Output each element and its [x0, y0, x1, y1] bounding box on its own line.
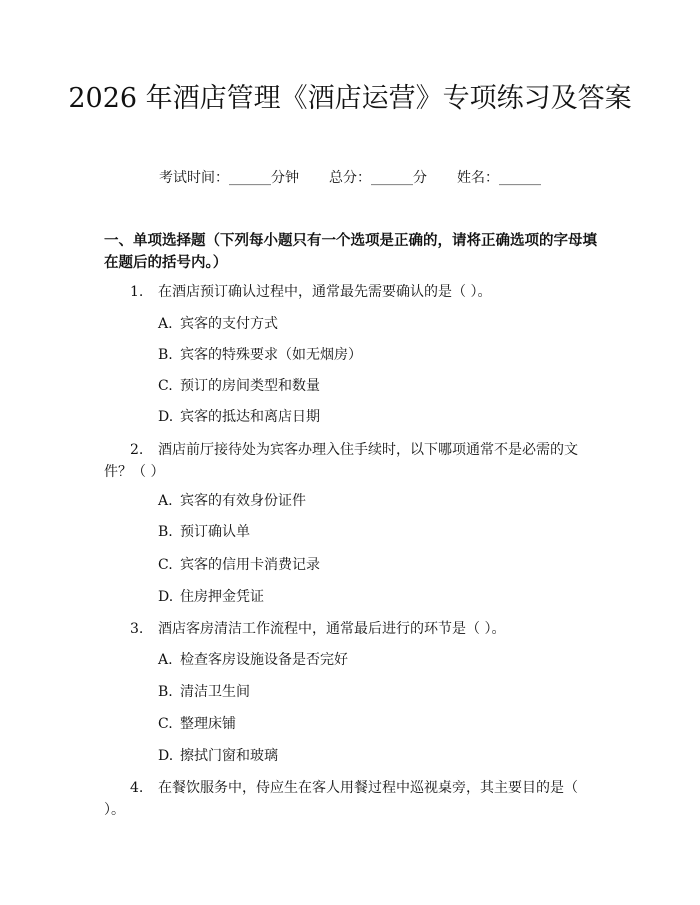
question-1-option-c: [158, 376, 598, 396]
question-number: 3.: [130, 621, 144, 637]
option-letter: C.: [158, 557, 173, 573]
question-text: 在餐饮服务中，侍应生在客人用餐过程中巡视桌旁，其主要目的是（ ）。: [104, 780, 578, 818]
question-1: [104, 281, 602, 303]
question-2-option-a: [158, 491, 598, 511]
question-number: 4.: [130, 780, 144, 796]
option-letter: A.: [158, 316, 173, 332]
option-letter: D.: [158, 409, 174, 425]
option-text: 宾客的有效身份证件: [180, 493, 306, 509]
document-title: 2026 年酒店管理《酒店运营》专项练习及答案: [68, 83, 632, 114]
option-letter: D.: [158, 748, 174, 764]
option-text: 宾客的特殊要求（如无烟房）: [180, 347, 362, 363]
option-letter: A.: [158, 493, 173, 509]
question-number: 1.: [130, 284, 144, 300]
question-1-option-a: [158, 314, 598, 334]
question-3: [104, 618, 602, 640]
question-2-option-d: [158, 587, 598, 607]
option-letter: C.: [158, 716, 173, 732]
option-letter: B.: [158, 524, 173, 540]
option-letter: B.: [158, 684, 173, 700]
option-text: 检查客房设施设备是否完好: [180, 652, 348, 668]
question-number: 2.: [130, 442, 144, 458]
question-3-option-a: [158, 650, 598, 670]
option-letter: B.: [158, 347, 173, 363]
question-3-option-d: [158, 746, 598, 766]
question-text: 在酒店预订确认过程中，通常最先需要确认的是（ ）。: [158, 284, 492, 300]
question-text: 酒店前厅接待处为宾客办理入住手续时，以下哪项通常不是必需的文件？（ ）: [104, 442, 578, 480]
question-2-option-c: [158, 555, 598, 575]
option-text: 宾客的支付方式: [180, 316, 278, 332]
question-3-option-b: [158, 682, 598, 702]
option-text: 整理床铺: [180, 716, 236, 732]
option-text: 预订确认单: [180, 524, 250, 540]
total-score-label: 总分：______分: [329, 170, 427, 186]
option-text: 宾客的抵达和离店日期: [180, 409, 320, 425]
exam-meta: [0, 168, 700, 188]
question-text: 酒店客房清洁工作流程中，通常最后进行的环节是（ ）。: [158, 621, 506, 637]
option-letter: D.: [158, 589, 174, 605]
option-text: 宾客的信用卡消费记录: [180, 557, 320, 573]
name-label: 姓名：______: [457, 170, 541, 186]
question-4: [104, 777, 602, 821]
question-3-option-c: [158, 714, 598, 734]
exam-time-label: 考试时间：______分钟: [159, 170, 299, 186]
option-text: 预订的房间类型和数量: [180, 378, 320, 394]
option-text: 清洁卫生间: [180, 684, 250, 700]
section-heading: 一、单项选择题（下列每小题只有一个选项是正确的，请将正确选项的字母填在题后的括号内。）: [104, 233, 597, 271]
question-2-option-b: [158, 522, 598, 542]
question-2: [104, 439, 602, 483]
option-text: 住房押金凭证: [180, 589, 264, 605]
option-letter: A.: [158, 652, 173, 668]
question-1-option-d: [158, 407, 598, 427]
question-1-option-b: [158, 345, 598, 365]
option-text: 擦拭门窗和玻璃: [180, 748, 278, 764]
option-letter: C.: [158, 378, 173, 394]
